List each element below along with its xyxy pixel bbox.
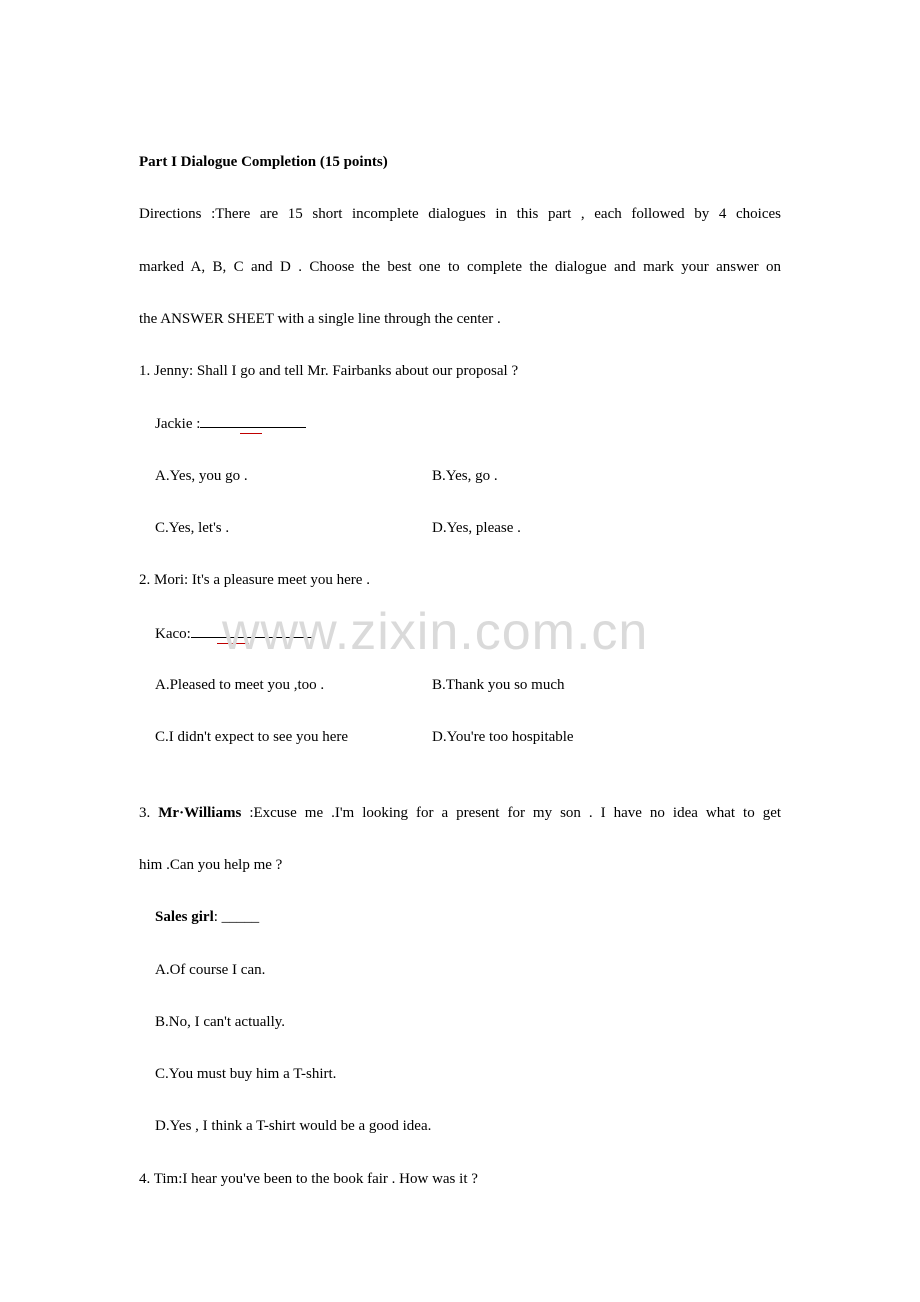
question-1-option-d: D.Yes, please . (432, 520, 521, 536)
question-2-option-d: D.You're too hospitable (432, 729, 574, 745)
question-3-response (155, 908, 259, 926)
question-2-responder: Kaco: (155, 626, 191, 642)
question-3-blank: : _____ (213, 909, 260, 925)
answer-blank (200, 414, 306, 433)
directions-line-3: the ANSWER SHEET with a single line through the center . (139, 311, 501, 327)
question-3-option-c: C.You must buy him a T-shirt. (155, 1066, 337, 1082)
answer-blank (191, 624, 313, 643)
question-3-prompt-line-1 (139, 804, 781, 822)
question-3-text: :Excuse me .I'm looking for a present for my son . I have no idea what to get (249, 805, 782, 821)
question-1-prompt: 1. Jenny: Shall I go and tell Mr. Fairbanks about our proposal ? (139, 363, 519, 379)
question-3-option-a: A.Of course I can. (155, 962, 266, 978)
question-3-option-d: D.Yes , I think a T-shirt would be a good idea. (155, 1118, 432, 1134)
question-3-number: 3. (139, 805, 151, 821)
question-3-option-b: B.No, I can't actually. (155, 1014, 286, 1030)
question-1-option-b: B.Yes, go . (432, 468, 498, 484)
question-2-option-b: B.Thank you so much (432, 677, 565, 693)
directions-line-2: marked A, B, C and D . Choose the best one to complete the dialogue and mark your answer on (139, 259, 781, 275)
question-1-option-a: A.Yes, you go . (155, 468, 248, 484)
question-1-response (155, 414, 306, 433)
question-1-responder: Jackie : (155, 416, 201, 432)
question-1-option-c: C.Yes, let's . (155, 520, 230, 536)
question-3-responder: Sales girl (155, 909, 214, 925)
question-2-prompt: 2. Mori: It's a pleasure meet you here . (139, 572, 370, 588)
watermark: www.zixin.com.cn (222, 603, 649, 661)
question-2-option-a: A.Pleased to meet you ,too . (155, 677, 325, 693)
question-3-speaker: Mr·Williams (158, 805, 242, 821)
section-heading: Part I Dialogue Completion (15 points) (139, 154, 388, 170)
question-4-prompt: 4. Tim:I hear you've been to the book fair . How was it ? (139, 1171, 478, 1187)
question-2-response (155, 624, 313, 643)
question-2-option-c: C.I didn't expect to see you here (155, 729, 349, 745)
directions-line-1: Directions :There are 15 short incomplete dialogues in this part , each followed by 4 choices (139, 206, 781, 222)
question-3-prompt-line-2: him .Can you help me ? (139, 857, 283, 873)
